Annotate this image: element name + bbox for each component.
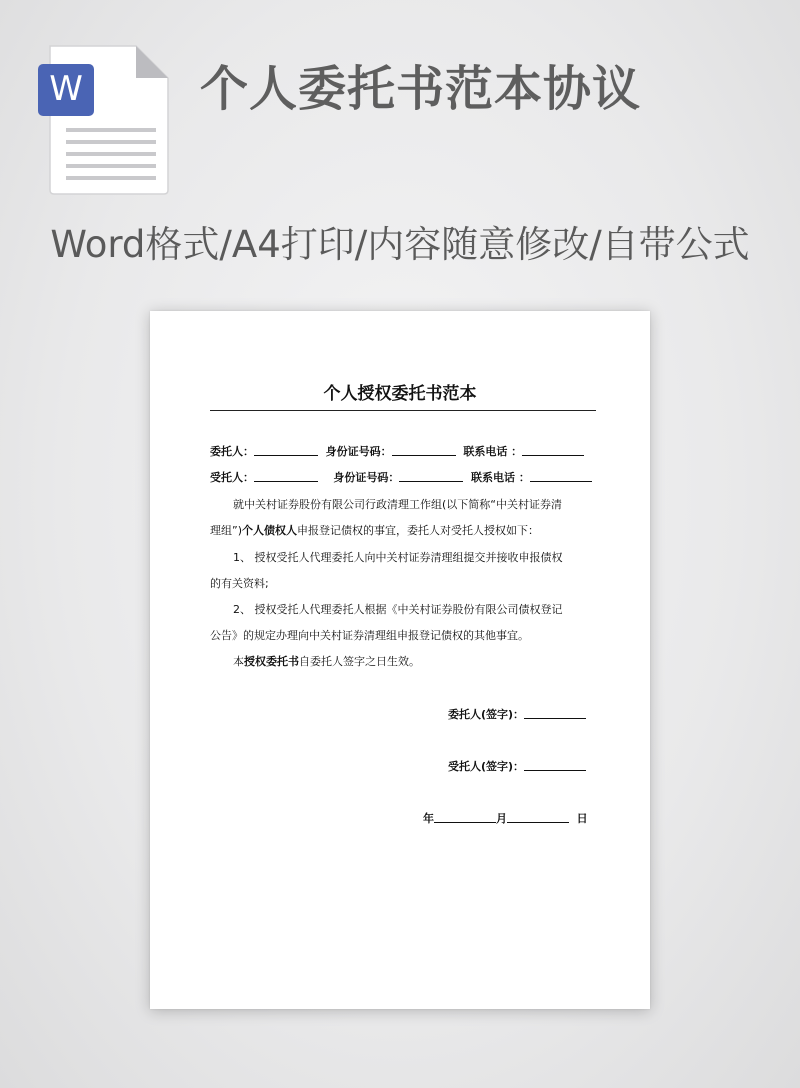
paragraph-1-line-1: 就中关村证券股份有限公司行政清理工作组(以下简称“中关村证券清 <box>233 498 562 511</box>
agent-signature-blank <box>524 760 586 771</box>
principal-blank <box>254 445 318 456</box>
page-subtitle: Word格式/A4打印/内容随意修改/自带公式 <box>50 223 750 266</box>
principal-signature-label: 委托人(签字)： <box>448 708 525 721</box>
agent-phone-label: 联系电话 ： <box>471 471 530 484</box>
agent-label: 受托人： <box>210 471 254 484</box>
agent-row <box>210 469 592 485</box>
principal-signature-blank <box>524 708 586 719</box>
item-2-line-1: 2、 授权受托人代理委托人根据《中关村证券股份有限公司债权登记 <box>233 603 563 616</box>
principal-id-label: 身份证号码： <box>325 445 392 458</box>
p1-post: 申报登记债权的事宜，委托人对受托人授权如下： <box>297 524 539 537</box>
date-year-blank <box>434 812 496 823</box>
p2-bold: 授权委托书 <box>244 655 299 668</box>
paragraph-2 <box>233 653 420 669</box>
p2-post: 自委托人签字之日生效。 <box>299 655 420 668</box>
date-line <box>423 810 588 826</box>
p1-bold: 个人债权人 <box>242 524 297 537</box>
agent-blank <box>254 471 318 482</box>
principal-signature <box>448 706 586 722</box>
icon-letter: W <box>49 69 83 109</box>
principal-phone-label: 联系电话 ： <box>463 445 523 458</box>
item-2-line-2: 公告》的规定办理向中关村证券清理组申报登记债权的其他事宜。 <box>210 629 529 642</box>
date-month-blank <box>507 812 569 823</box>
paragraph-1-line-2 <box>210 522 539 538</box>
agent-signature <box>448 758 586 774</box>
date-month-label: 月 <box>496 812 507 825</box>
title-divider <box>210 410 596 411</box>
agent-phone-blank <box>530 471 592 482</box>
document-title: 个人授权委托书范本 <box>323 384 477 404</box>
agent-id-blank <box>399 471 463 482</box>
item-1-line-2: 的有关资料; <box>210 577 269 590</box>
principal-label: 委托人： <box>210 445 254 458</box>
page-title: 个人委托书范本协议 <box>200 61 642 117</box>
p1-pre: 理组”) <box>210 524 242 537</box>
item-1-line-1: 1、 授权受托人代理委托人向中关村证券清理组提交并接收申报债权 <box>233 551 563 564</box>
principal-row <box>210 443 584 459</box>
principal-id-blank <box>392 445 456 456</box>
date-year-label: 年 <box>423 812 434 825</box>
document-page <box>150 311 650 1009</box>
agent-signature-label: 受托人(签字)： <box>448 760 525 773</box>
word-file-icon <box>36 44 170 196</box>
agent-id-label: 身份证号码： <box>333 471 400 484</box>
principal-phone-blank <box>522 445 584 456</box>
p2-pre: 本 <box>233 655 244 668</box>
date-day-label: 日 <box>576 812 588 825</box>
